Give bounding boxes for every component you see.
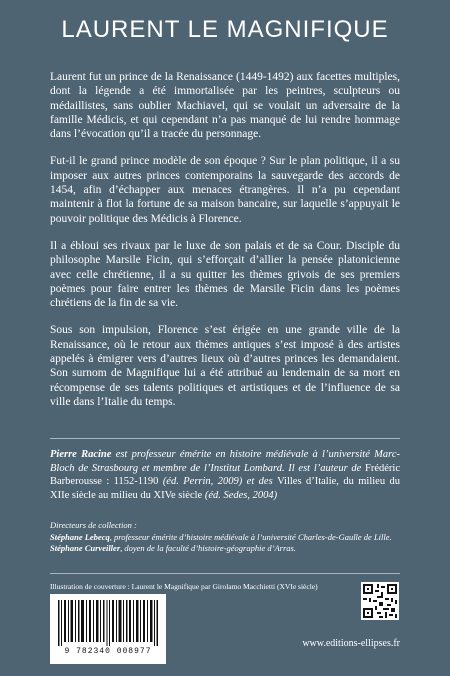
paragraph-2: Fut-il le grand prince modèle de son époque ? Sur le plan politique, il a su imposer aux autres princes contemporains la sauvegarde des accords de 1454, afin d’échapper aux menaces étrangères. Il n’a pu cependant maintenir à flot la fortune de sa maison bancaire, sur laquelle s’appuyait le pouvoir politique des Médicis à Florence. (50, 155, 400, 225)
book-1: Frédéric Barberousse : 1152-1190 (50, 462, 400, 487)
director-1-text: , professeur émérite d’histoire médiévale à l’université Charles-de-Gaulle de Lille. (109, 531, 392, 542)
isbn-number: 9 782340 008977 (64, 647, 152, 656)
paragraph-1: Laurent fut un prince de la Renaissance (1449-1492) aux facettes multiples, dont la légende a été immortalisée par les peintres, sculpteurs ou médaillistes, sans oublier Machiavel, qui se voulait un adversaire de la famille Médicis, et qui cependant n’a pas manqué de lui rendre hommage dans l’évocation qu’il a tracée du personnage. (50, 71, 400, 141)
book-2: Villes d’Italie, du milieu du XIIe siècle au milieu du XIVe siècle (50, 476, 400, 501)
director-2 (50, 543, 400, 555)
edition-1: (éd. Perrin, 2009) (158, 476, 243, 487)
barcode-icon (58, 600, 158, 646)
divider-bottom (50, 573, 400, 574)
bio-text-2: et des (242, 476, 278, 487)
bio-text-1: est professeur émérite en histoire médiévale à l’université Marc-Bloch de Strasbourg et membre de l’Institut Lombard. Il est l’auteur de (50, 449, 400, 474)
director-1 (50, 532, 400, 544)
director-2-text: , doyen de la faculté d’histoire-géographie d’Arras. (120, 543, 296, 553)
author-name: Pierre Racine (50, 449, 112, 460)
edition-2: (éd. Sedes, 2004) (202, 489, 278, 501)
qr-code (361, 582, 399, 620)
paragraph-4: Sous son impulsion, Florence s’est érigée en une grande ville de la Renaissance, où le retour aux thèmes antiques s’est imposé à des artistes appelés à émigrer vers d’autres lieux où d’autres princes les demandaient. Son surnom de Magnifique lui a été attribué au lendemain de sa mort en récompense de ses talents politiques et artistiques et de l’influence de sa ville dans l’Italie du temps. (50, 324, 400, 408)
author-bio (50, 448, 400, 502)
back-cover-text (50, 70, 400, 422)
book-title: LAURENT LE MAGNIFIQUE (61, 16, 389, 43)
cover-credit: Illustration de couverture : Laurent le Magnifique par Girolamo Macchietti (XVIe siècle) (50, 582, 318, 591)
paragraph-3: Il a ébloui ses rivaux par le luxe de son palais et de sa Cour. Disciple du philosophe Marsile Ficin, qui s’efforçait d’allier la pensée platonicienne avec celle chrétienne, il a su quitter les thèmes grivois de ses premiers poèmes pour faire entrer les thèmes de Marsile Ficin dans les poèmes chrétiens de la fin de sa vie. (50, 239, 400, 310)
qr-code-icon (361, 582, 399, 620)
divider-top (50, 438, 400, 439)
collection-directors (50, 520, 400, 555)
director-2-name: Stéphane Curveiller (50, 543, 121, 553)
isbn-barcode (50, 594, 166, 664)
directors-heading: Directeurs de collection : (50, 520, 137, 530)
publisher-website[interactable]: www.editions-ellipses.fr (302, 638, 400, 649)
director-1-name: Stéphane Lebecq (50, 531, 110, 542)
